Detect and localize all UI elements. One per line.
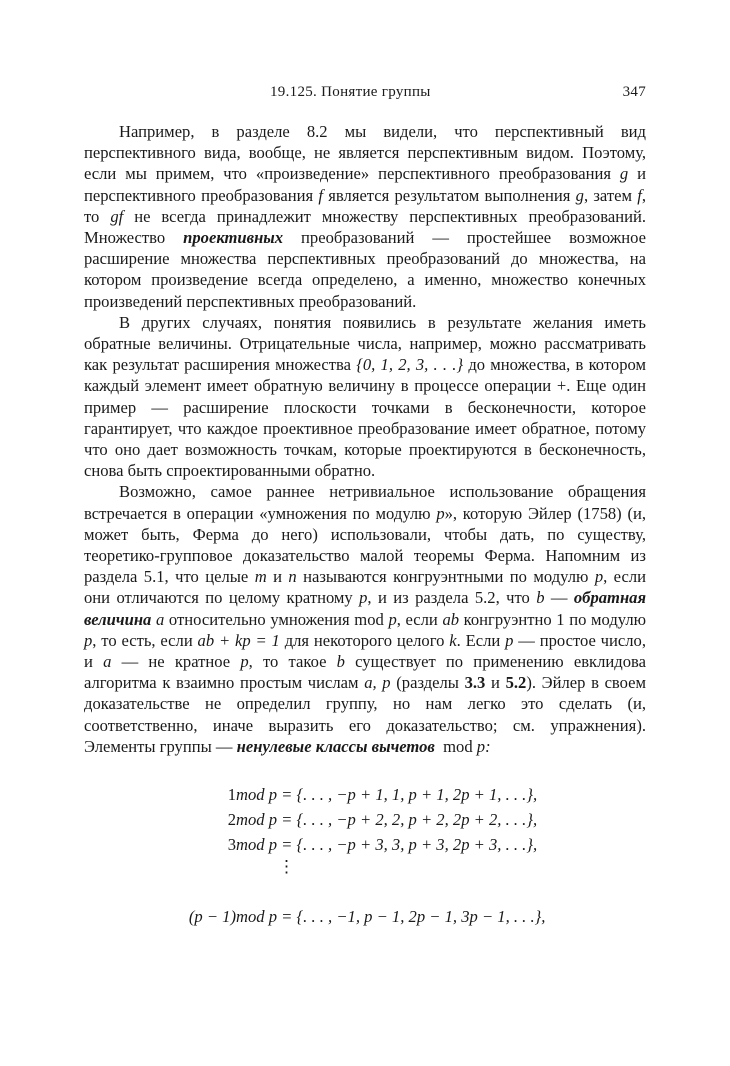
page-number: 347 (622, 84, 646, 100)
paragraph-2: В других случаях, понятия появились в результате желания иметь обратные величины. Отрицательные числа, например, можно рассматривать как результат расширения множества {0, 1, 2, 3, . . .} до множества, в котором каждый элемент имеет обратную величину в процессе операции +. Еще один пример — расширение плоскости точками в бесконечности, которое гарантирует, что каждое проективное преобразование имеет обратное, потому что оно дает возможность точкам, которые проектируются в бесконечность, снова быть спроектированными обратно. (84, 312, 646, 481)
formula-row (160, 785, 600, 810)
formula-row (160, 810, 600, 835)
formula-row (160, 907, 600, 932)
formula-lhs: 1 (227, 785, 236, 804)
paragraph-3: Возможно, самое раннее нетривиальное использование обращения встречается в операции «умножения по модулю p», которую Эйлер (1758) (и, может быть, Ферма до него) использовали, чтобы дать, по существу, теоретико-групповое доказательство малой теоремы Ферма. Напомним из раздела 5.1, что целые m и n называются конгруэнтными по модулю p, если они отличаются по целому кратному p, и из раздела 5.2, что b — обратная величина a относительно умножения mod p, если ab конгруэнтно 1 по модулю p, то есть, если ab + kp = 1 для некоторого целого k. Если p — простое число, и a — не кратное p, то такое b существует по применению евклидова алгоритма к взаимно простым числам a, p (разделы 3.3 и 5.2). Эйлер в своем доказательстве не определил группу, но нам легко это сделать (и, соответственно, иначе выразить его доказательство; см. упражнения). Элементы группы — ненулевые классы вычетов mod p: (84, 482, 647, 756)
formula-lhs: 2 (227, 810, 236, 829)
residue-class-formulas (160, 785, 600, 932)
formula-rhs: mod p = {. . . , −p + 1, 1, p + 1, 2p + 1, . . .}, (236, 785, 538, 804)
formula-rhs: mod p = {. . . , −p + 3, 3, p + 3, 2p + 3, . . .}, (236, 835, 538, 854)
formula-rhs: mod p = {. . . , −1, p − 1, 2p − 1, 3p − 1, . . .}, (236, 907, 546, 926)
emphasis-projective: проективных (183, 228, 284, 248)
vertical-ellipsis: ⋮ (278, 857, 295, 876)
formula-rhs: mod p = {. . . , −p + 2, 2, p + 2, 2p + 2, . . .}, (236, 810, 538, 829)
formula-lhs: 3 (227, 835, 236, 854)
section-title: 19.125. Понятие группы (270, 84, 431, 100)
emphasis-inverse: обратная величина (84, 588, 647, 629)
emphasis-residue-classes: ненулевые классы вычетов (236, 736, 435, 756)
body-text (84, 121, 646, 757)
vertical-ellipsis-row (160, 857, 600, 907)
paragraph-1: Например, в разделе 8.2 мы видели, что перспективный вид перспективного вида, вообще, не является перспективным видом. Поэтому, если мы примем, что «произведение» перспективного преобразования g и перспективного преобразования f является результатом выполнения g, затем f, то gf не всегда принадлежит множеству перспективных преобразований. Множество проективных преобразований — простейшее возможное расширение множества перспективных преобразований до множества, на котором произведение всегда определено, а именно, множество конечных произведений перспективных преобразований. (84, 122, 647, 311)
formula-lhs: (p − 1) (188, 907, 236, 926)
formula-row (160, 835, 600, 860)
